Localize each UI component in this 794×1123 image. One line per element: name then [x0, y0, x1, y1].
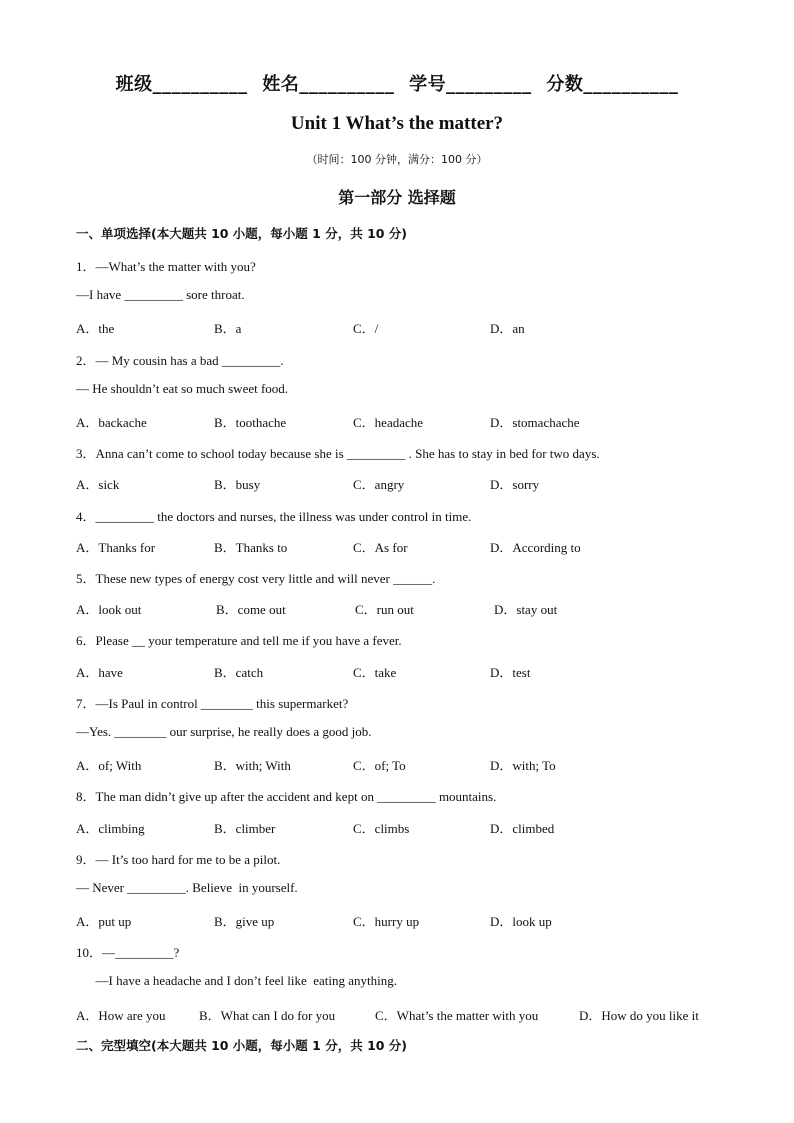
- question-4-option-b[interactable]: B．Thanks to: [214, 540, 288, 555]
- question-1-line-2: —I have _________ sore throat.: [76, 287, 245, 302]
- question-2-line-2: — He shouldn’t eat so much sweet food.: [76, 381, 289, 396]
- section-one-title: 一、单项选择(本大题共 10 小题，每小题 1 分，共 10 分): [76, 226, 408, 241]
- question-1-option-a[interactable]: A．the: [76, 321, 115, 336]
- question-3-option-c[interactable]: C．angry: [353, 477, 405, 492]
- question-6-option-b[interactable]: B．catch: [214, 665, 264, 680]
- question-7-line-2: —Yes. ________ our surprise, he really does a good job.: [76, 724, 372, 739]
- question-2-option-c[interactable]: C．headache: [353, 415, 424, 430]
- question-4-option-a[interactable]: A．Thanks for: [76, 540, 156, 555]
- question-9-line-2: — Never _________. Believe in yourself.: [76, 880, 298, 895]
- question-10-option-b[interactable]: B．What can I do for you: [199, 1008, 336, 1023]
- question-9-line-1: 9．— It’s too hard for me to be a pilot.: [76, 852, 281, 867]
- question-5-line-1: 5．These new types of energy cost very little and will never ______.: [76, 571, 436, 586]
- question-3-option-a[interactable]: A．sick: [76, 477, 120, 492]
- page-title: Unit 1 What’s the matter?: [290, 113, 504, 134]
- question-9-option-c[interactable]: C．hurry up: [353, 914, 420, 929]
- question-7-option-c[interactable]: C．of; To: [353, 758, 406, 773]
- question-1-line-1: 1．—What’s the matter with you?: [76, 259, 256, 274]
- question-7-line-1: 7．—Is Paul in control ________ this supermarket?: [76, 696, 349, 711]
- question-3-option-b[interactable]: B．busy: [214, 477, 261, 492]
- part-one-title: 第一部分 选择题: [338, 188, 456, 207]
- question-4-option-d[interactable]: D．According to: [490, 540, 581, 555]
- student-id-field[interactable]: 学号_________: [409, 74, 532, 95]
- question-10-option-d[interactable]: D．How do you like it: [579, 1008, 699, 1023]
- question-6-option-c[interactable]: C．take: [353, 665, 397, 680]
- question-6-option-d[interactable]: D．test: [490, 665, 531, 680]
- question-1-option-b[interactable]: B．a: [214, 321, 242, 336]
- question-10-option-c[interactable]: C．What’s the matter with you: [375, 1008, 539, 1023]
- question-8-option-a[interactable]: A．climbing: [76, 821, 145, 836]
- question-9-option-d[interactable]: D．look up: [490, 914, 552, 929]
- question-2-option-d[interactable]: D．stomachache: [490, 415, 580, 430]
- question-5-option-b[interactable]: B．come out: [216, 602, 286, 617]
- question-7-option-d[interactable]: D．with; To: [490, 758, 556, 773]
- question-5-option-a[interactable]: A．look out: [76, 602, 142, 617]
- question-3-line-1: 3．Anna can’t come to school today because she is _________ . She has to stay in bed for two days.: [76, 446, 600, 461]
- name-field[interactable]: 姓名__________: [262, 74, 395, 95]
- question-7-option-a[interactable]: A．of; With: [76, 758, 142, 773]
- question-2-line-1: 2．— My cousin has a bad _________.: [76, 353, 284, 368]
- question-8-option-d[interactable]: D．climbed: [490, 821, 555, 836]
- question-4-line-1: 4．_________ the doctors and nurses, the illness was under control in time.: [76, 509, 472, 524]
- question-8-option-b[interactable]: B．climber: [214, 821, 276, 836]
- section-two-title: 二、完型填空(本大题共 10 小题，每小题 1 分，共 10 分): [76, 1038, 408, 1053]
- question-3-option-d[interactable]: D．sorry: [490, 477, 540, 492]
- question-5-option-d[interactable]: D．stay out: [494, 602, 558, 617]
- question-4-option-c[interactable]: C．As for: [353, 540, 408, 555]
- question-7-option-b[interactable]: B．with; With: [214, 758, 291, 773]
- student-info-header: [0, 70, 794, 96]
- question-9-option-a[interactable]: A．put up: [76, 914, 132, 929]
- question-2-option-a[interactable]: A．backache: [76, 415, 147, 430]
- question-8-line-1: 8．The man didn’t give up after the accident and kept on _________ mountains.: [76, 789, 497, 804]
- question-1-option-c[interactable]: C．/: [353, 321, 379, 336]
- class-field[interactable]: 班级__________: [115, 74, 248, 95]
- question-8-option-c[interactable]: C．climbs: [353, 821, 410, 836]
- question-5-option-c[interactable]: C．run out: [355, 602, 414, 617]
- question-6-option-a[interactable]: A．have: [76, 665, 123, 680]
- question-10-option-a[interactable]: A．How are you: [76, 1008, 166, 1023]
- question-10-line-2: —I have a headache and I don’t feel like eating anything.: [76, 973, 398, 988]
- question-9-option-b[interactable]: B．give up: [214, 914, 275, 929]
- time-and-score-note: （时间：100 分钟，满分：100 分）: [306, 153, 488, 166]
- question-10-line-1: 10．—_________?: [76, 945, 180, 960]
- score-field[interactable]: 分数__________: [546, 74, 679, 95]
- question-2-option-b[interactable]: B．toothache: [214, 415, 287, 430]
- question-6-line-1: 6．Please __ your temperature and tell me if you have a fever.: [76, 633, 402, 648]
- question-1-option-d[interactable]: D．an: [490, 321, 525, 336]
